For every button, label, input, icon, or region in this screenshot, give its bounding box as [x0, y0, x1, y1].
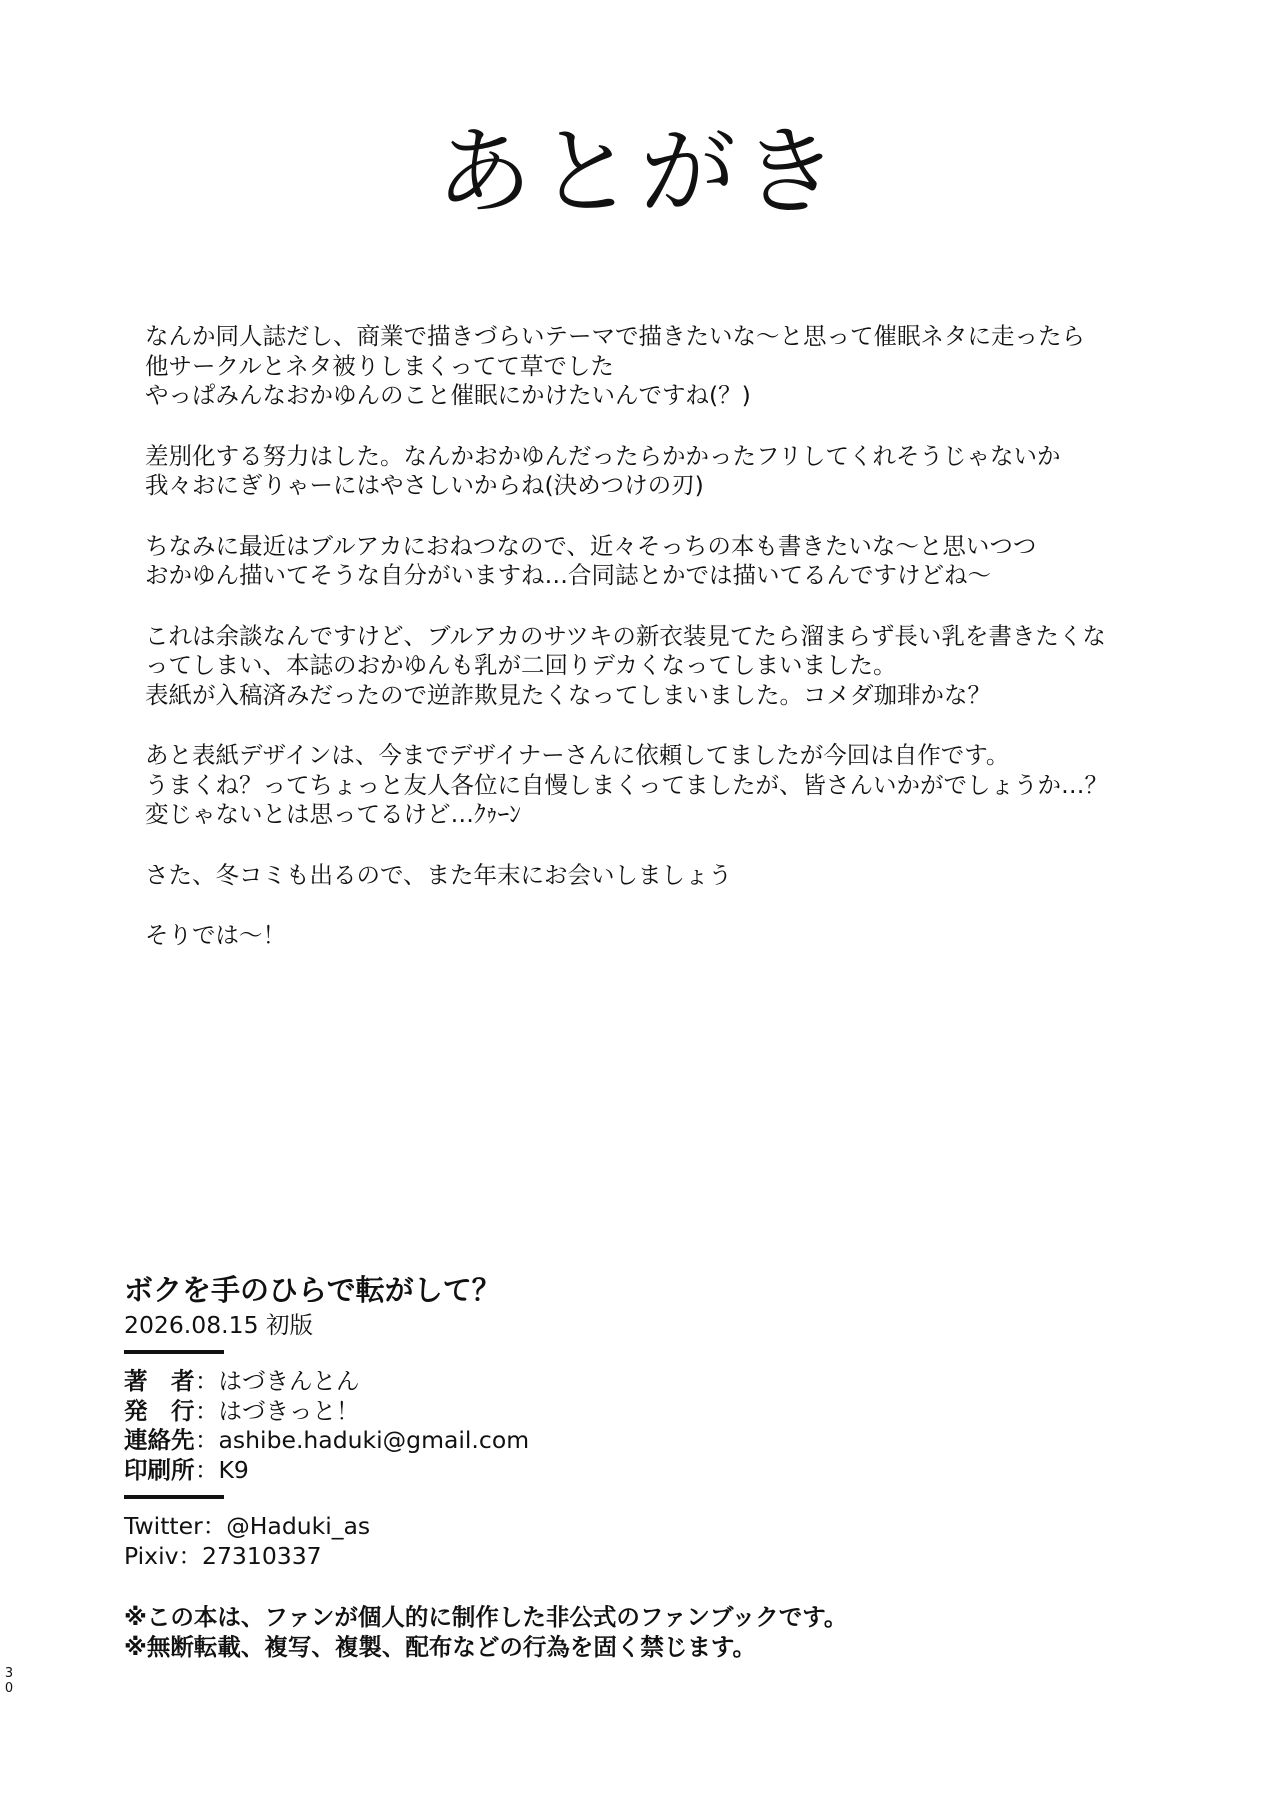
- separator: ：: [195, 1396, 219, 1425]
- pixiv-id: Pixiv：27310337: [124, 1541, 322, 1570]
- contact-email: ashibe.haduki@gmail.com: [218, 1426, 530, 1454]
- text-line: なんか同人誌だし、商業で描きづらいテーマで描きたいな〜と思って催眠ネタに走ったら: [145, 322, 1085, 350]
- author-row: [124, 1367, 1024, 1397]
- social-links: [124, 1512, 1024, 1571]
- disclaimer-line: ※この本は、ファンが個人的に制作した非公式のファンブックです。: [124, 1603, 848, 1631]
- contact-row: [124, 1426, 1024, 1456]
- text-line: 表紙が入稿済みだったので逆詐欺見たくなってしまいました。コメダ珈琲かな？: [145, 680, 991, 709]
- twitter-handle: Twitter：@Haduki_as: [124, 1512, 371, 1540]
- printer-row: [124, 1456, 1024, 1486]
- publisher-row: [124, 1397, 1024, 1427]
- text-line: さた、冬コミも出るので、また年末にお会いしましょう: [145, 860, 733, 889]
- separator: ：: [195, 1455, 219, 1484]
- book-title: ボクを手のひらで転がして？: [124, 1273, 501, 1307]
- text-line: ちなみに最近はブルアカにおねつなので、近々そっちの本も書きたいな〜と思いつつ: [145, 531, 1037, 560]
- divider: [124, 1350, 224, 1354]
- text-line: やっぱみんなおかゆんのこと催眠にかけたいんですね(？): [145, 381, 751, 409]
- paragraph: [145, 322, 1185, 411]
- printer-label: 印刷所: [124, 1455, 195, 1484]
- colophon: [124, 1270, 1024, 1662]
- text-line: そりでは〜！: [145, 921, 286, 949]
- paragraph: [145, 861, 1185, 891]
- text-line: うまくね？ってちょっと友人各位に自慢しまくってましたが、皆さんいかがでしょうか…？: [145, 770, 1109, 799]
- paragraph: [145, 442, 1185, 501]
- text-line: ってしまい、本誌のおかゆんも乳が二回りデカくなってしまいました。: [145, 651, 897, 679]
- text-line: おかゆん描いてそうな自分がいますね…合同誌とかでは描いてるんですけどね〜: [145, 561, 991, 589]
- contact-label: 連絡先: [124, 1426, 195, 1454]
- separator: ：: [195, 1367, 219, 1395]
- page-title: あとがき: [436, 116, 844, 228]
- paragraph: [145, 741, 1185, 830]
- paragraph: [145, 622, 1185, 711]
- paragraph: [145, 532, 1185, 591]
- publisher-value: はづきっと！: [218, 1396, 360, 1425]
- text-line: 我々おにぎりゃーにはやさしいからね(決めつけの刃): [145, 471, 704, 499]
- afterword-body: [145, 322, 1185, 982]
- page-number: 30: [4, 1666, 14, 1696]
- divider: [124, 1495, 224, 1499]
- text-line: 差別化する努力はした。なんかおかゆんだったらかかったフリしてくれそうじゃないか: [145, 441, 1061, 470]
- author-label: 著 者: [124, 1367, 195, 1395]
- paragraph: [145, 921, 1185, 951]
- disclaimer-line: ※無断転載、複写、複製、配布などの行為を固く禁じます。: [124, 1632, 756, 1661]
- separator: ：: [195, 1426, 219, 1454]
- edition-date: 2026.08.15 初版: [124, 1311, 314, 1339]
- text-line: あと表紙デザインは、今までデザイナーさんに依頼してましたが今回は自作です。: [145, 741, 1010, 769]
- printer-value: K9: [218, 1455, 249, 1484]
- text-line: 他サークルとネタ被りしまくってて草でした: [145, 351, 614, 380]
- publisher-label: 発 行: [124, 1396, 195, 1425]
- text-line: 変じゃないとは思ってるけど…ｸｩｰﾝ: [145, 800, 521, 828]
- disclaimer: [124, 1603, 1024, 1662]
- author-value: はづきんとん: [218, 1367, 360, 1395]
- text-line: これは余談なんですけど、ブルアカのサツキの新衣装見てたら溜まらず長い乳を書きたくな: [145, 621, 1106, 650]
